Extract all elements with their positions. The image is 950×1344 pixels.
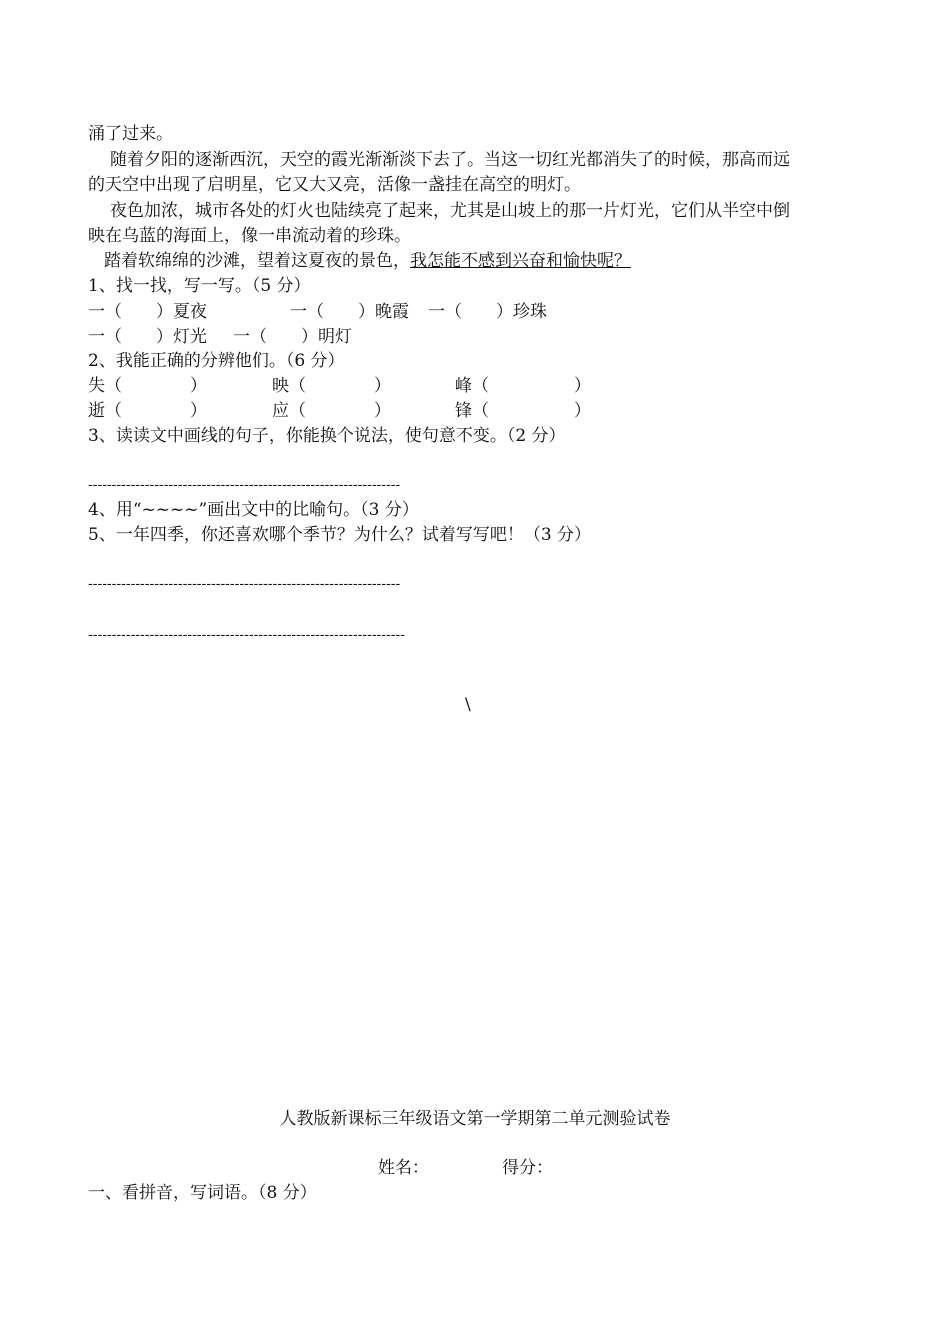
- q2-item: 应（ ）: [272, 401, 391, 421]
- section-1-title: 一、看拼音，写词语。（8 分）: [88, 1183, 317, 1203]
- q2-item: 映（ ）: [272, 376, 391, 396]
- q1-item: 一（ ）夏夜: [88, 302, 207, 322]
- q1-item: 一（ ）灯光: [88, 327, 207, 347]
- question-3: 3、读读文中画线的句子，你能换个说法，使句意不变。（2 分）: [88, 426, 566, 446]
- q2-item: 锋（ ）: [455, 401, 591, 421]
- question-5: 5、一年四季，你还喜欢哪个季节？为什么？试着写写吧！（3 分）: [88, 525, 592, 545]
- q2-item: 逝（ ）: [88, 401, 207, 421]
- q1-item: 一（ ）珍珠: [428, 302, 547, 322]
- answer-line: ------------------------------------------------------------------: [88, 477, 401, 493]
- passage-text: 踏着软绵绵的沙滩，望着这夏夜的景色，: [104, 251, 410, 271]
- q2-item: 失（ ）: [88, 376, 207, 396]
- question-4: 4、用“~~~~”画出文中的比喻句。（3 分）: [88, 500, 419, 520]
- passage-line: 随着夕阳的逐渐西沉，天空的霞光渐渐淡下去了。当这一切红光都消失了的时候，那高而远: [110, 150, 790, 170]
- name-label: 姓名：: [378, 1158, 429, 1178]
- q1-item: 一（ ）明灯: [233, 327, 352, 347]
- answer-line: ------------------------------------------------------------------: [88, 576, 401, 592]
- backslash-mark: \: [465, 695, 471, 715]
- score-label: 得分：: [502, 1158, 553, 1178]
- passage-line: 的天空中出现了启明星，它又大又亮，活像一盏挂在高空的明灯。: [88, 175, 581, 195]
- exam-title: 人教版新课标三年级语文第一学期第二单元测验试卷: [279, 1109, 671, 1129]
- passage-line: [104, 249, 631, 274]
- question-2: 2、我能正确的分辨他们。（6 分）: [88, 351, 345, 371]
- q1-item: 一（ ）晚霞: [290, 302, 409, 322]
- passage-line: 涌了过来。: [88, 124, 173, 144]
- q2-item: 峰（ ）: [455, 376, 591, 396]
- answer-line: -------------------------------------------------------------------: [88, 627, 405, 643]
- passage-line: 夜色加浓，城市各处的灯火也陆续亮了起来，尤其是山坡上的那一片灯光，它们从半空中倒: [110, 201, 790, 221]
- underlined-sentence: 我怎能不感到兴奋和愉快呢？: [410, 251, 631, 271]
- passage-line: 映在乌蓝的海面上，像一串流动着的珍珠。: [88, 226, 411, 246]
- question-1: 1、找一找，写一写。（5 分）: [88, 276, 311, 296]
